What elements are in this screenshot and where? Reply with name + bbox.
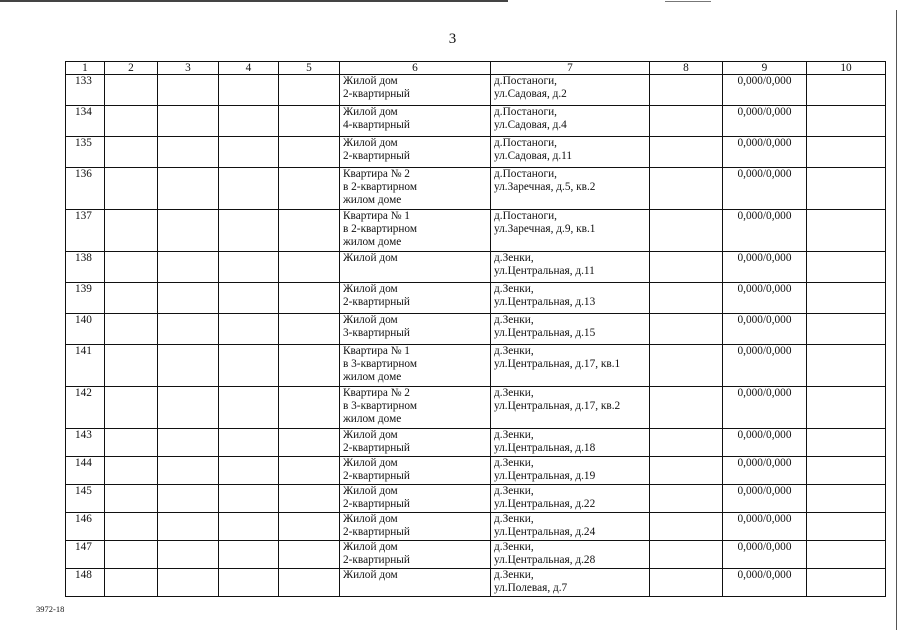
empty-cell [807, 283, 886, 314]
address-cell: д.Зенки, ул.Полевая, д.7 [491, 569, 650, 597]
empty-cell [105, 106, 158, 137]
empty-cell [105, 252, 158, 283]
empty-cell [219, 168, 279, 210]
register-body [66, 75, 886, 597]
empty-cell [158, 387, 219, 429]
empty-cell [279, 513, 340, 541]
empty-cell [807, 429, 886, 457]
empty-cell [158, 513, 219, 541]
value-cell: 0,000/0,000 [723, 106, 807, 137]
empty-cell [219, 457, 279, 485]
empty-cell [158, 137, 219, 168]
table-row [66, 137, 886, 168]
top-edge-rule [0, 0, 508, 2]
column-header: 9 [723, 62, 807, 75]
row-number-cell: 140 [66, 314, 105, 345]
empty-cell [219, 137, 279, 168]
empty-cell [650, 345, 723, 387]
empty-cell [158, 106, 219, 137]
empty-cell [219, 106, 279, 137]
empty-cell [158, 457, 219, 485]
row-number-cell: 142 [66, 387, 105, 429]
object-name-cell: Жилой дом 2-квартирный [340, 513, 491, 541]
empty-cell [650, 387, 723, 429]
column-number-row [66, 62, 886, 75]
empty-cell [650, 137, 723, 168]
empty-cell [279, 168, 340, 210]
row-number-cell: 145 [66, 485, 105, 513]
table-row [66, 513, 886, 541]
empty-cell [807, 457, 886, 485]
value-cell: 0,000/0,000 [723, 75, 807, 106]
object-name-cell: Жилой дом 4-квартирный [340, 106, 491, 137]
address-cell: д.Постаноги, ул.Садовая, д.2 [491, 75, 650, 106]
empty-cell [219, 429, 279, 457]
empty-cell [807, 485, 886, 513]
empty-cell [105, 137, 158, 168]
empty-cell [650, 457, 723, 485]
empty-cell [105, 429, 158, 457]
empty-cell [158, 569, 219, 597]
value-cell: 0,000/0,000 [723, 314, 807, 345]
empty-cell [219, 75, 279, 106]
top-edge-rule-short [665, 1, 711, 2]
address-cell: д.Постаноги, ул.Заречная, д.9, кв.1 [491, 210, 650, 252]
table-row [66, 75, 886, 106]
empty-cell [105, 345, 158, 387]
value-cell: 0,000/0,000 [723, 168, 807, 210]
empty-cell [279, 541, 340, 569]
address-cell: д.Зенки, ул.Центральная, д.18 [491, 429, 650, 457]
empty-cell [279, 345, 340, 387]
object-name-cell: Жилой дом [340, 252, 491, 283]
object-name-cell: Жилой дом 2-квартирный [340, 541, 491, 569]
table-row [66, 283, 886, 314]
object-name-cell: Квартира № 2 в 2-квартирном жилом доме [340, 168, 491, 210]
empty-cell [650, 429, 723, 457]
empty-cell [279, 252, 340, 283]
row-number-cell: 137 [66, 210, 105, 252]
table-row [66, 485, 886, 513]
table-row [66, 457, 886, 485]
table-row [66, 429, 886, 457]
empty-cell [158, 345, 219, 387]
value-cell: 0,000/0,000 [723, 485, 807, 513]
empty-cell [158, 283, 219, 314]
address-cell: д.Постаноги, ул.Заречная, д.5, кв.2 [491, 168, 650, 210]
empty-cell [279, 569, 340, 597]
row-number-cell: 141 [66, 345, 105, 387]
empty-cell [105, 569, 158, 597]
object-name-cell: Жилой дом [340, 569, 491, 597]
empty-cell [650, 252, 723, 283]
empty-cell [279, 314, 340, 345]
object-name-cell: Жилой дом 3-квартирный [340, 314, 491, 345]
table-row [66, 106, 886, 137]
value-cell: 0,000/0,000 [723, 345, 807, 387]
empty-cell [158, 168, 219, 210]
address-cell: д.Зенки, ул.Центральная, д.11 [491, 252, 650, 283]
value-cell: 0,000/0,000 [723, 429, 807, 457]
empty-cell [158, 252, 219, 283]
address-cell: д.Зенки, ул.Центральная, д.28 [491, 541, 650, 569]
empty-cell [807, 75, 886, 106]
empty-cell [807, 168, 886, 210]
row-number-cell: 144 [66, 457, 105, 485]
empty-cell [650, 106, 723, 137]
row-number-cell: 148 [66, 569, 105, 597]
table-row [66, 252, 886, 283]
column-header: 6 [340, 62, 491, 75]
table-row [66, 345, 886, 387]
address-cell: д.Зенки, ул.Центральная, д.17, кв.2 [491, 387, 650, 429]
value-cell: 0,000/0,000 [723, 569, 807, 597]
value-cell: 0,000/0,000 [723, 137, 807, 168]
empty-cell [105, 75, 158, 106]
empty-cell [158, 210, 219, 252]
empty-cell [105, 283, 158, 314]
empty-cell [807, 541, 886, 569]
table-row [66, 541, 886, 569]
object-name-cell: Жилой дом 2-квартирный [340, 429, 491, 457]
empty-cell [807, 314, 886, 345]
value-cell: 0,000/0,000 [723, 457, 807, 485]
empty-cell [158, 314, 219, 345]
right-edge-rule [896, 10, 897, 630]
register-table [65, 61, 886, 597]
empty-cell [219, 283, 279, 314]
empty-cell [279, 137, 340, 168]
address-cell: д.Зенки, ул.Центральная, д.22 [491, 485, 650, 513]
table-row [66, 314, 886, 345]
address-cell: д.Зенки, ул.Центральная, д.17, кв.1 [491, 345, 650, 387]
empty-cell [279, 106, 340, 137]
empty-cell [279, 75, 340, 106]
empty-cell [279, 387, 340, 429]
address-cell: д.Зенки, ул.Центральная, д.13 [491, 283, 650, 314]
column-header: 10 [807, 62, 886, 75]
empty-cell [105, 314, 158, 345]
object-name-cell: Квартира № 2 в 3-квартирном жилом доме [340, 387, 491, 429]
empty-cell [219, 345, 279, 387]
empty-cell [219, 210, 279, 252]
value-cell: 0,000/0,000 [723, 387, 807, 429]
document-code: 3972-18 [36, 604, 65, 614]
row-number-cell: 138 [66, 252, 105, 283]
empty-cell [650, 513, 723, 541]
row-number-cell: 133 [66, 75, 105, 106]
address-cell: д.Постаноги, ул.Садовая, д.11 [491, 137, 650, 168]
empty-cell [158, 541, 219, 569]
object-name-cell: Жилой дом 2-квартирный [340, 485, 491, 513]
table-row [66, 168, 886, 210]
empty-cell [105, 210, 158, 252]
empty-cell [105, 387, 158, 429]
row-number-cell: 147 [66, 541, 105, 569]
empty-cell [105, 541, 158, 569]
column-header: 2 [105, 62, 158, 75]
empty-cell [650, 75, 723, 106]
empty-cell [105, 457, 158, 485]
empty-cell [807, 106, 886, 137]
value-cell: 0,000/0,000 [723, 513, 807, 541]
row-number-cell: 134 [66, 106, 105, 137]
empty-cell [158, 75, 219, 106]
empty-cell [807, 137, 886, 168]
empty-cell [105, 485, 158, 513]
address-cell: д.Зенки, ул.Центральная, д.15 [491, 314, 650, 345]
value-cell: 0,000/0,000 [723, 252, 807, 283]
empty-cell [650, 168, 723, 210]
column-header: 7 [491, 62, 650, 75]
address-cell: д.Зенки, ул.Центральная, д.24 [491, 513, 650, 541]
empty-cell [650, 210, 723, 252]
empty-cell [105, 168, 158, 210]
empty-cell [807, 387, 886, 429]
object-name-cell: Жилой дом 2-квартирный [340, 75, 491, 106]
empty-cell [158, 485, 219, 513]
object-name-cell: Жилой дом 2-квартирный [340, 283, 491, 314]
object-name-cell: Квартира № 1 в 2-квартирном жилом доме [340, 210, 491, 252]
object-name-cell: Жилой дом 2-квартирный [340, 137, 491, 168]
empty-cell [219, 513, 279, 541]
empty-cell [807, 252, 886, 283]
empty-cell [219, 485, 279, 513]
empty-cell [279, 283, 340, 314]
empty-cell [650, 485, 723, 513]
empty-cell [219, 387, 279, 429]
empty-cell [279, 429, 340, 457]
empty-cell [279, 210, 340, 252]
column-header: 4 [219, 62, 279, 75]
object-name-cell: Жилой дом 2-квартирный [340, 457, 491, 485]
empty-cell [219, 252, 279, 283]
page-number: 3 [448, 31, 457, 47]
column-header: 5 [279, 62, 340, 75]
empty-cell [807, 345, 886, 387]
empty-cell [219, 314, 279, 345]
empty-cell [650, 283, 723, 314]
empty-cell [650, 541, 723, 569]
table-row [66, 387, 886, 429]
table-row [66, 210, 886, 252]
value-cell: 0,000/0,000 [723, 541, 807, 569]
value-cell: 0,000/0,000 [723, 283, 807, 314]
empty-cell [807, 210, 886, 252]
empty-cell [650, 314, 723, 345]
column-header: 1 [66, 62, 105, 75]
row-number-cell: 146 [66, 513, 105, 541]
empty-cell [279, 457, 340, 485]
table-row [66, 569, 886, 597]
row-number-cell: 139 [66, 283, 105, 314]
empty-cell [650, 569, 723, 597]
row-number-cell: 136 [66, 168, 105, 210]
row-number-cell: 135 [66, 137, 105, 168]
empty-cell [279, 485, 340, 513]
address-cell: д.Постаноги, ул.Садовая, д.4 [491, 106, 650, 137]
empty-cell [807, 569, 886, 597]
empty-cell [158, 429, 219, 457]
column-header: 3 [158, 62, 219, 75]
column-header: 8 [650, 62, 723, 75]
row-number-cell: 143 [66, 429, 105, 457]
empty-cell [807, 513, 886, 541]
object-name-cell: Квартира № 1 в 3-квартирном жилом доме [340, 345, 491, 387]
empty-cell [105, 513, 158, 541]
empty-cell [219, 541, 279, 569]
empty-cell [219, 569, 279, 597]
value-cell: 0,000/0,000 [723, 210, 807, 252]
address-cell: д.Зенки, ул.Центральная, д.19 [491, 457, 650, 485]
